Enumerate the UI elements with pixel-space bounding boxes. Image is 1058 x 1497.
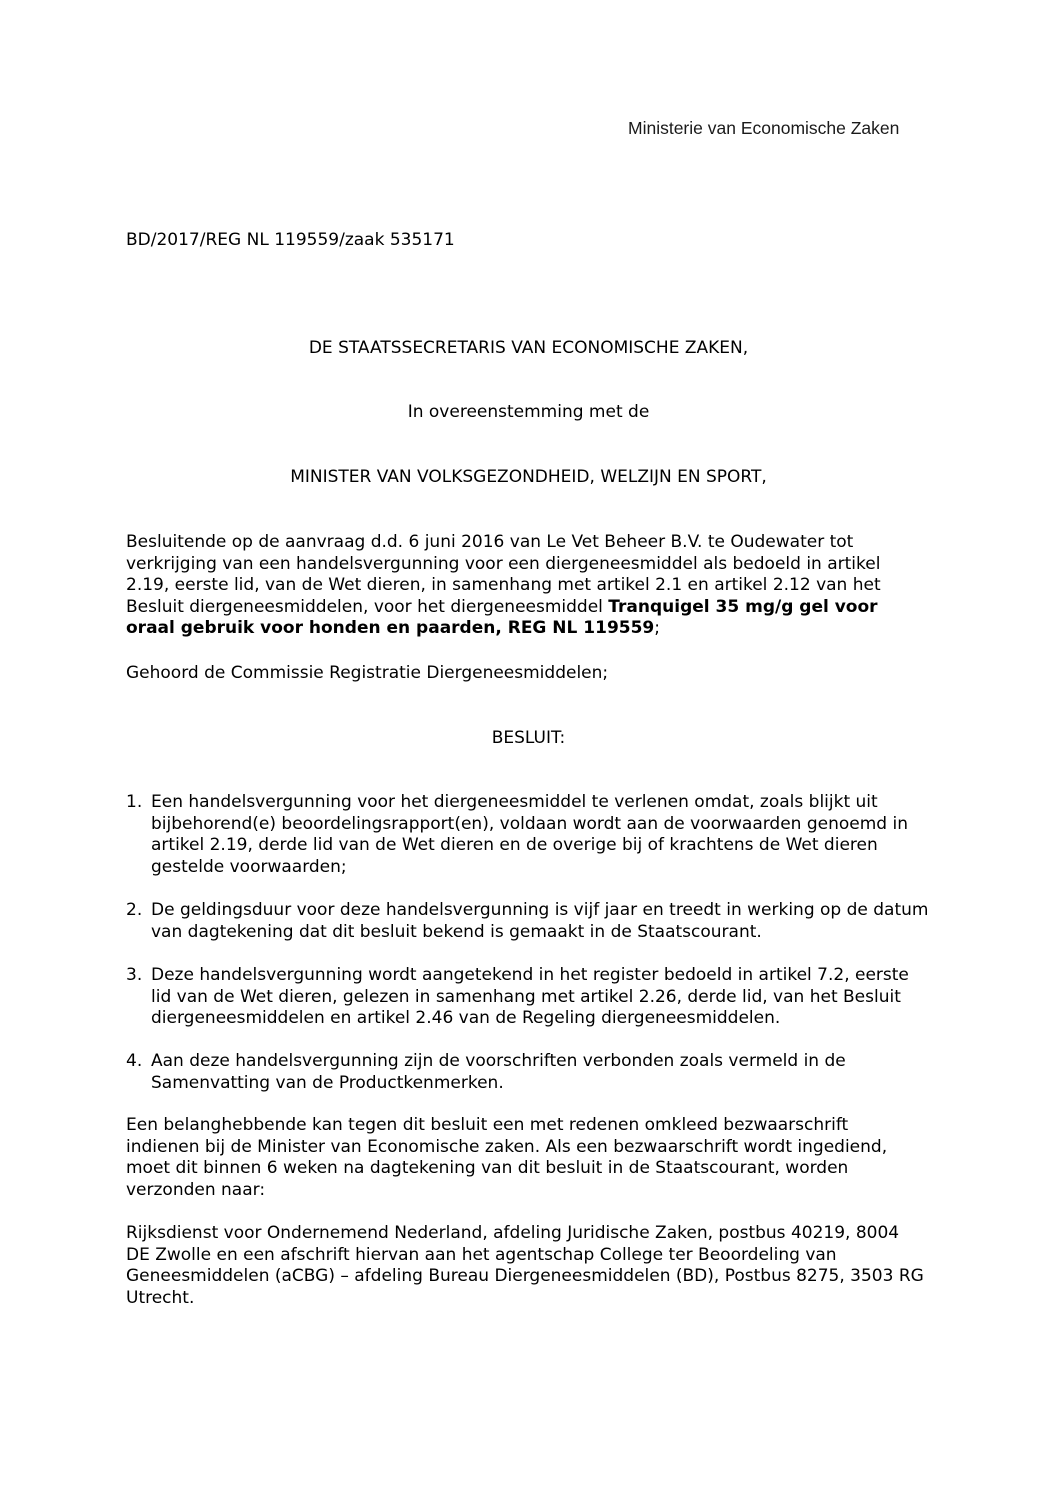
ministry-logo-text: Ministerie van Economische Zaken bbox=[628, 118, 900, 138]
decision-number: 2. bbox=[126, 900, 143, 920]
decision-number: 4. bbox=[126, 1051, 143, 1071]
decision-text: Aan deze handelsvergunning zijn de voorschriften verbonden zoals vermeld in de Samenvatting van de Productkenmerken. bbox=[151, 1051, 846, 1093]
secretary-title: DE STAATSSECRETARIS VAN ECONOMISCHE ZAKEN, bbox=[308, 338, 749, 358]
considering-end: ; bbox=[654, 618, 660, 638]
minister-title: MINISTER VAN VOLKSGEZONDHEID, WELZIJN EN SPORT, bbox=[290, 467, 767, 487]
address-paragraph: Rijksdienst voor Ondernemend Nederland, afdeling Juridische Zaken, postbus 40219, 8004 DE Zwolle en een afschrift hiervan aan het agentschap College ter Beoordeling van Geneesmiddelen (aCBG) – afdeling Bureau Diergeneesmiddelen (BD), Postbus 8275, 3503 RG Utrecht. bbox=[126, 1223, 924, 1308]
reference-number: BD/2017/REG NL 119559/zaak 535171 bbox=[126, 230, 455, 250]
objection-paragraph: Een belanghebbende kan tegen dit besluit een met redenen omkleed bezwaarschrift indienen bij de Minister van Economische zaken. Als een bezwaarschrift wordt ingediend, moet dit binnen 6 weken na dagtekening van dit besluit in de Staatscourant, worden verzonden naar: bbox=[126, 1115, 888, 1200]
decision-number: 3. bbox=[126, 965, 143, 985]
decision-heading: BESLUIT: bbox=[491, 728, 566, 748]
considering-paragraph bbox=[126, 532, 926, 640]
heard-paragraph: Gehoord de Commissie Registratie Diergeneesmiddelen; bbox=[126, 663, 609, 683]
decision-text: Deze handelsvergunning wordt aangetekend in het register bedoeld in artikel 7.2, eerste lid van de Wet dieren, gelezen in samenhang met artikel 2.26, derde lid, van het Besluit diergeneesmiddelen en artikel 2.46 van de Regeling diergeneesmiddelen. bbox=[151, 965, 909, 1028]
decision-item bbox=[126, 1051, 931, 1094]
decision-item bbox=[126, 965, 931, 1030]
decision-text: De geldingsduur voor deze handelsvergunning is vijf jaar en treedt in werking op de datum van dagtekening dat dit besluit bekend is gemaakt in de Staatscourant. bbox=[151, 900, 929, 942]
decision-number: 1. bbox=[126, 792, 143, 812]
decision-item bbox=[126, 900, 931, 943]
product-name: Tranquigel 35 mg/g gel voor oraal gebruik voor honden en paarden, REG NL 119559 bbox=[126, 596, 878, 638]
agreement-line: In overeenstemming met de bbox=[407, 402, 650, 422]
decision-item bbox=[126, 792, 931, 878]
considering-text: Besluitende op de aanvraag d.d. 6 juni 2016 van Le Vet Beheer B.V. te Oudewater tot verkrijging van een handelsvergunning voor een diergeneesmiddel als bedoeld in artikel 2.19, eerste lid, van de Wet dieren, in samenhang met artikel 2.1 en artikel 2.12 van het Besluit diergeneesmiddelen, voor het diergeneesmiddel bbox=[126, 532, 881, 617]
decision-text: Een handelsvergunning voor het diergeneesmiddel te verlenen omdat, zoals blijkt uit bijbehorend(e) beoordelingsrapport(en), voldaan wordt aan de voorwaarden genoemd in artikel 2.19, derde lid van de Wet dieren en de overige bij of krachtens de Wet dieren gestelde voorwaarden; bbox=[151, 792, 908, 877]
